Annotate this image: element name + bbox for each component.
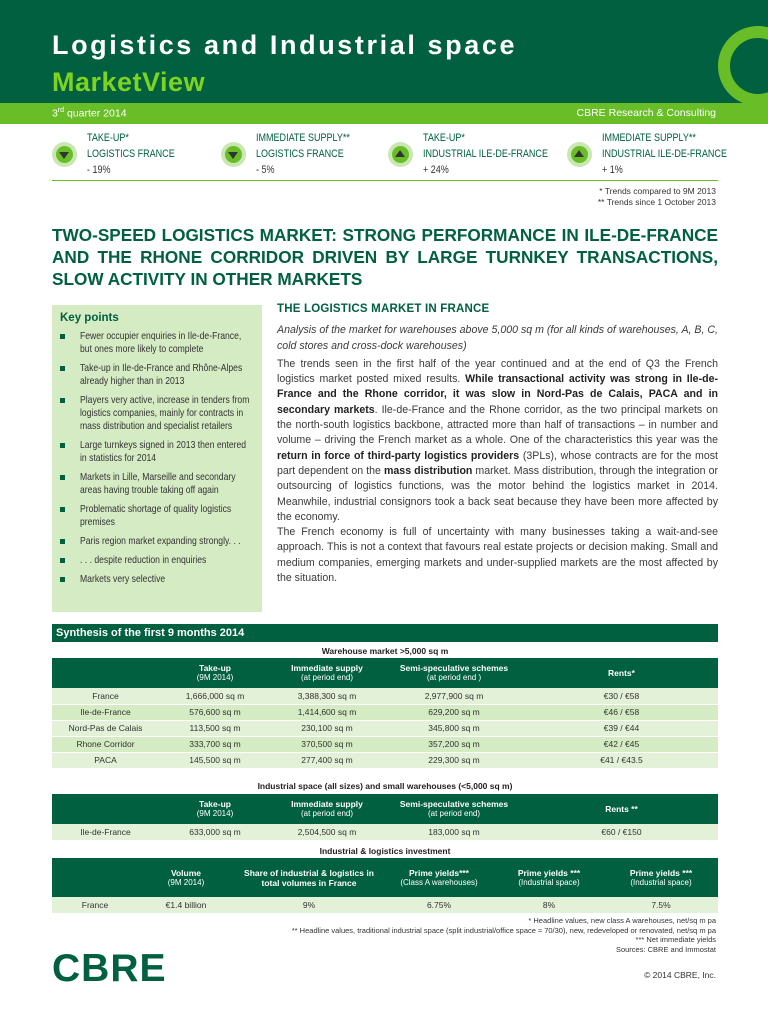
list-item: . . . despite reduction in enquiries [60, 554, 255, 567]
trend-notes: * Trends compared to 9M 2013 ** Trends since 1 October 2013 [597, 186, 716, 207]
table-row: France 1,666,000 sq m 3,388,300 sq m 2,977,900 sq m €30 / €58 [52, 688, 718, 704]
indicator-takeup-logistics: TAKE-UP* LOGISTICS FRANCE - 19% [52, 130, 212, 180]
department-label: CBRE Research & Consulting [576, 107, 716, 119]
investment-caption: Industrial & logistics investment [319, 846, 451, 856]
cbre-logo: CBRE [52, 947, 167, 990]
list-item: Markets very selective [60, 573, 255, 586]
headline: TWO-SPEED LOGISTICS MARKET: STRONG PERFORMANCE IN ILE-DE-FRANCE AND THE RHONE CORRIDOR DRIVEN BY LARGE TURNKEY TRANSACTIONS, SLOW ACTIVITY IN OTHER MARKETS [52, 225, 718, 289]
list-item: Problematic shortage of quality logistics premises [60, 503, 255, 529]
article [277, 302, 718, 586]
table-footnotes: * Headline values, new class A warehouses, net/sq m pa ** Headline values, traditional industrial space (split industrial/office space ≈ 70/30), new, redeveloped or renovated, net/sq m pa *** Net immediate yields Sources: CBRE and Immostat [291, 916, 716, 954]
investment-table: Volume (9M 2014) Share of industrial & logistics in total volumes in France Prime yields*** (Class A warehouses) Prime yields *** (Industrial space) Prime yields *** (Industrial space) France €1.4 billion 9% 6.75% 8% 7.5% [52, 858, 718, 914]
list-item: Take-up in Ile-de-France and Rhône-Alpes already higher than in 2013 [60, 362, 255, 388]
list-item: Large turnkeys signed in 2013 then entered in statistics for 2014 [60, 439, 255, 465]
warehouse-caption: Warehouse market >5,000 sq m [321, 646, 449, 656]
trend-down-icon [221, 142, 246, 167]
report-subtitle: MarketView [52, 67, 206, 97]
divider [52, 180, 718, 181]
copyright: © 2014 CBRE, Inc. [644, 970, 716, 980]
synthesis-title: Synthesis of the first 9 months 2014 [52, 624, 718, 642]
key-points-box [52, 305, 262, 612]
table-row: Rhone Corridor 333,700 sq m 370,500 sq m 357,200 sq m €42 / €45 [52, 736, 718, 752]
table-row: France €1.4 billion 9% 6.75% 8% 7.5% [52, 897, 718, 913]
key-points-title: Key points [60, 312, 119, 324]
list-item: Players very active, increase in tenders from logistics companies, mainly for contracts in mass distribution and specialist retailers [60, 394, 255, 433]
list-item: Paris region market expanding strongly. . . [60, 535, 255, 548]
list-item: Fewer occupier enquiries in Ile-de-France, but ones more likely to complete [60, 330, 255, 356]
industrial-caption: Industrial space (all sizes) and small warehouses (<5,000 sq m) [257, 781, 513, 791]
ring-graphic [718, 26, 768, 103]
masthead [0, 0, 768, 103]
industrial-table: Take-up (9M 2014) Immediate supply (at period end) Semi-speculative schemes (at period end) Rents ** Ile-de-France 633,000 sq m 2,504,500 sq m 183,000 sq m €60 / €150 [52, 794, 718, 841]
article-title: THE LOGISTICS MARKET IN FRANCE [277, 303, 490, 315]
article-intro: Analysis of the market for warehouses above 5,000 sq m (for all kinds of warehouses, A, B, C, cold stores and cross-dock warehouses) [277, 324, 718, 352]
key-points-list [60, 330, 255, 586]
indicator-takeup-industrial: TAKE-UP* INDUSTRIAL ILE-DE-FRANCE + 24% [388, 130, 548, 180]
trend-up-icon [567, 142, 592, 167]
trend-down-icon [52, 142, 77, 167]
report-title: Logistics and Industrial space [52, 30, 518, 60]
table-row: Ile-de-France 576,600 sq m 1,414,600 sq m 629,200 sq m €46 / €58 [52, 704, 718, 720]
warehouse-table: Take-up (9M 2014) Immediate supply (at period end) Semi-speculative schemes (at period end ) Rents* France 1,666,000 sq m 3,388,300 sq m 2,977,900 sq m €30 / €58 Ile-de-France 576,600 sq m 1,414,600 sq m 629,200 sq m €46 / €58 Nord-Pas de Calais 113,500 sq m 230,100 sq m 345,800 sq m €39 / €44 Rhone Corridor 333,700 sq m 370,500 sq m 357,200 sq m €42 / €45 PACA 145,500 sq m 277,400 sq m 229,300 sq m €41 / €43.5 [52, 658, 718, 769]
article-paragraph: The French economy is full of uncertainty with many businesses taking a wait-and-see approach. This is not a context that favours real estate projects or decision making. Small and medium companies, emerging markets and under-supplied markets are the most affected by the situation. [277, 526, 718, 585]
list-item: Markets in Lille, Marseille and secondary areas having trouble taking off again [60, 471, 255, 497]
sub-bar [0, 103, 768, 124]
article-paragraph: The trends seen in the first half of the year continued and at the end of Q3 the French logistics market posted mixed results. While transactional activity was strong in Ile-de-France and the Rhone corridor, it was slow in Nord-Pas de Calais, PACA and in secondary markets. Ile-de-France and the Rhone corridor, as the two principal markets on the north-south logistics backbone, attracted more than half of transactions – in number and volume – driving the French market as a whole. One of the characteristics this year was the return in force of third-party logistics providers (3PLs), whose contracts are for the most part dependent on the mass distribution market. Mass distribution, through the integration or outsourcing of logistics functions, was the motor behind the logistics market in 2014. Meanwhile, industrial consignors took a back seat because they have been more affected by the economy. [277, 357, 719, 523]
table-row: PACA 145,500 sq m 277,400 sq m 229,300 sq m €41 / €43.5 [52, 752, 718, 768]
table-row: Nord-Pas de Calais 113,500 sq m 230,100 sq m 345,800 sq m €39 / €44 [52, 720, 718, 736]
indicator-supply-logistics: IMMEDIATE SUPPLY** LOGISTICS FRANCE - 5% [221, 130, 381, 180]
quarter-label: 3rd quarter 2014 [52, 107, 127, 120]
indicator-supply-industrial: IMMEDIATE SUPPLY** INDUSTRIAL ILE-DE-FRANCE + 1% [567, 130, 727, 180]
trend-up-icon [388, 142, 413, 167]
table-row: Ile-de-France 633,000 sq m 2,504,500 sq m 183,000 sq m €60 / €150 [52, 824, 718, 840]
